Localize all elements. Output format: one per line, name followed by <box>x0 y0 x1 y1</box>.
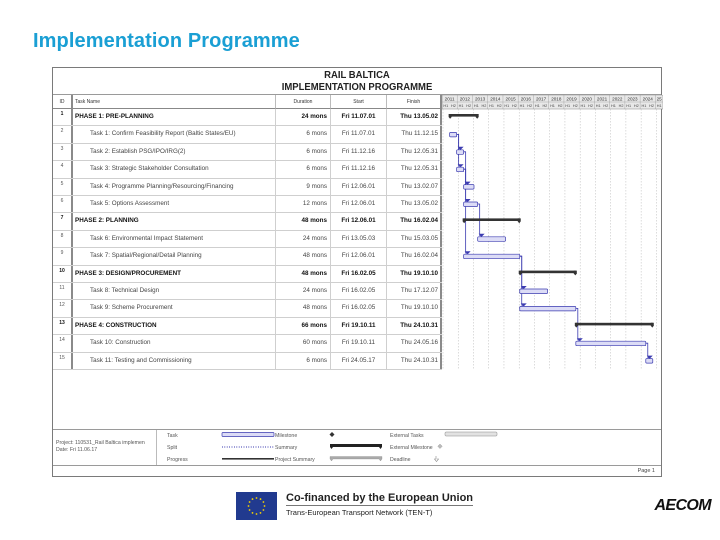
task-name: PHASE 3: DESIGN/PROCUREMENT <box>73 266 276 282</box>
half-year-label: H1 <box>656 104 662 108</box>
task-bar-icon <box>222 433 274 437</box>
task-start: Fri 16.02.05 <box>331 283 387 299</box>
task-bar <box>520 289 548 294</box>
task-row[interactable] <box>53 300 442 317</box>
half-year-label: H2 <box>557 104 563 108</box>
half-year-label: H2 <box>603 104 609 108</box>
task-finish: Thu 17.12.07 <box>387 283 442 299</box>
task-name: Task 1: Confirm Feasibility Report (Baltic States/EU) <box>73 126 276 142</box>
task-finish: Thu 15.03.05 <box>387 231 442 247</box>
slide-title: Implementation Programme <box>33 30 300 52</box>
task-name: Task 3: Strategic Stakeholder Consultation <box>73 161 276 177</box>
legend-label: Deadline <box>390 457 411 463</box>
half-year-label: H2 <box>481 104 487 108</box>
task-id: 4 <box>53 161 73 177</box>
task-id: 15 <box>53 353 73 369</box>
task-row[interactable] <box>53 161 442 178</box>
legend-symbols <box>157 430 662 467</box>
project-title: RAIL BALTICA <box>324 70 390 81</box>
task-row[interactable] <box>53 179 442 196</box>
summary-bar <box>464 218 520 221</box>
task-name: Task 7: Spatial/Regional/Detail Planning <box>73 248 276 264</box>
eu-star <box>263 501 265 503</box>
task-id: 6 <box>53 196 73 212</box>
task-start: Fri 19.10.11 <box>331 318 387 334</box>
task-finish: Thu 19.10.10 <box>387 300 442 316</box>
task-name: Task 5: Options Assessment <box>73 196 276 212</box>
task-bar <box>450 132 457 137</box>
task-duration: 48 mons <box>276 300 331 316</box>
task-start: Fri 16.02.05 <box>331 300 387 316</box>
legend-label: Task <box>167 433 178 439</box>
summary-start-cap <box>463 218 466 223</box>
half-year-label: H2 <box>633 104 639 108</box>
footer-bar <box>236 492 716 522</box>
task-name: Task 2: Establish PSG/IPO/IRG(2) <box>73 144 276 160</box>
eu-star <box>252 512 254 514</box>
task-start: Fri 11.07.01 <box>331 109 387 125</box>
task-bar <box>457 167 464 172</box>
eu-star <box>249 509 251 511</box>
eu-star <box>263 509 265 511</box>
legend-label: Project Summary <box>275 457 315 463</box>
task-finish: Thu 16.02.04 <box>387 213 442 229</box>
summary-end-cap <box>476 114 479 119</box>
eu-stars-icon <box>236 492 277 520</box>
summary-bar <box>450 114 478 117</box>
summary-row[interactable] <box>53 266 442 283</box>
legend-label: Milestone <box>275 433 298 439</box>
summary-end-cap <box>574 271 577 276</box>
half-year-label: H1 <box>611 104 616 108</box>
half-year-label: H1 <box>641 104 647 108</box>
half-year-label: H1 <box>626 104 632 108</box>
task-row[interactable] <box>53 353 442 370</box>
gantt-canvas <box>442 95 663 370</box>
task-finish: Thu 13.05.02 <box>387 109 442 125</box>
year-label: 2013 <box>474 96 486 102</box>
task-finish: Thu 19.10.10 <box>387 266 442 282</box>
task-finish: Thu 13.05.02 <box>387 196 442 212</box>
external-task-bar-icon <box>445 432 497 436</box>
half-year-label: H2 <box>451 104 456 108</box>
project-subtitle: IMPLEMENTATION PROGRAMME <box>281 82 433 93</box>
task-id: 8 <box>53 231 73 247</box>
task-id: 10 <box>53 266 73 282</box>
year-label: 2012 <box>459 96 470 102</box>
gantt-printout <box>52 67 662 477</box>
column-header-finish[interactable]: Finish <box>387 95 442 109</box>
task-start: Fri 12.06.01 <box>331 213 387 229</box>
half-year-label: H2 <box>618 104 624 108</box>
year-label: 2018 <box>551 96 562 102</box>
summary-row[interactable] <box>53 318 442 335</box>
task-bar <box>520 306 576 311</box>
task-row[interactable] <box>53 126 442 143</box>
legend-label: External Milestone <box>390 445 433 451</box>
task-name: Task 11: Testing and Commissioning <box>73 353 276 369</box>
task-bar <box>464 185 474 190</box>
external-milestone-icon <box>438 444 443 449</box>
eu-star <box>264 505 266 507</box>
half-year-label: H2 <box>649 104 654 108</box>
task-duration: 60 mons <box>276 335 331 351</box>
task-duration: 48 mons <box>276 213 331 229</box>
year-label: 2020 <box>581 96 592 102</box>
year-label: 2014 <box>490 96 501 102</box>
task-row[interactable] <box>53 144 442 161</box>
task-id: 3 <box>53 144 73 160</box>
eu-star <box>260 512 262 514</box>
ten-t-text: Trans-European Transport Network (TEN-T) <box>286 508 433 517</box>
task-bar <box>646 359 653 364</box>
deadline-arrow-icon <box>435 456 439 462</box>
task-name: PHASE 2: PLANNING <box>73 213 276 229</box>
legend <box>53 429 661 466</box>
task-id: 2 <box>53 126 73 142</box>
task-name: PHASE 1: PRE-PLANNING <box>73 109 276 125</box>
half-year-label: H2 <box>527 104 533 108</box>
task-duration: 12 mons <box>276 196 331 212</box>
summary-start-cap <box>449 114 452 119</box>
task-finish: Thu 16.02.04 <box>387 248 442 264</box>
legend-label: Progress <box>167 457 188 463</box>
dependency-link <box>646 343 648 357</box>
half-year-label: H1 <box>443 104 449 108</box>
task-finish: Thu 24.05.16 <box>387 335 442 351</box>
project-title-block <box>53 68 661 95</box>
task-start: Fri 19.10.11 <box>331 335 387 351</box>
summary-end-cap <box>518 218 521 223</box>
task-name: Task 4: Programme Planning/Resourcing/Financing <box>73 179 276 195</box>
half-year-label: H2 <box>466 104 472 108</box>
task-name: PHASE 4: CONSTRUCTION <box>73 318 276 334</box>
summary-row[interactable] <box>53 109 442 126</box>
task-id: 11 <box>53 283 73 299</box>
half-year-label: H1 <box>565 104 571 108</box>
year-label: 2016 <box>520 96 531 102</box>
task-duration: 48 mons <box>276 266 331 282</box>
project-summary-bar-icon <box>330 457 382 462</box>
task-start: Fri 24.05.17 <box>331 353 387 369</box>
task-duration: 66 mons <box>276 318 331 334</box>
task-row[interactable] <box>53 196 442 213</box>
task-id: 5 <box>53 179 73 195</box>
task-finish: Thu 13.02.07 <box>387 179 442 195</box>
half-year-label: H1 <box>519 104 525 108</box>
task-finish: Thu 12.05.31 <box>387 144 442 160</box>
eu-star <box>248 505 250 507</box>
eu-star <box>256 497 258 499</box>
task-finish: Thu 24.10.31 <box>387 318 442 334</box>
summary-bar-icon <box>330 444 382 449</box>
half-year-label: H1 <box>580 104 586 108</box>
gantt-chart <box>442 95 663 370</box>
page-number: Page 1 <box>637 468 655 474</box>
task-bar <box>576 341 646 346</box>
year-label: 2022 <box>612 96 623 102</box>
task-bar <box>464 202 478 207</box>
column-header-duration[interactable]: Duration <box>276 95 331 109</box>
task-id: 9 <box>53 248 73 264</box>
task-bar <box>478 237 506 242</box>
legend-label: External Tasks <box>390 433 424 439</box>
task-duration: 24 mons <box>276 283 331 299</box>
task-start: Fri 16.02.05 <box>331 266 387 282</box>
half-year-label: H1 <box>489 104 494 108</box>
half-year-label: H2 <box>496 104 502 108</box>
legend-project-info <box>53 430 157 465</box>
legend-project-name: Project: 110531_Rail Baltica implemen <box>56 440 145 446</box>
task-duration: 6 mons <box>276 161 331 177</box>
half-year-label: H1 <box>534 104 540 108</box>
progress-line-icon <box>222 458 274 460</box>
year-label: 2019 <box>566 96 577 102</box>
task-start: Fri 13.05.03 <box>331 231 387 247</box>
task-bar <box>464 254 520 259</box>
task-name: Task 10: Construction <box>73 335 276 351</box>
task-name: Task 9: Scheme Procurement <box>73 300 276 316</box>
half-year-label: H1 <box>504 104 510 108</box>
task-start: Fri 11.12.16 <box>331 161 387 177</box>
task-bar <box>457 150 464 155</box>
task-start: Fri 12.06.01 <box>331 196 387 212</box>
year-label: 2023 <box>627 96 638 102</box>
task-start: Fri 12.06.01 <box>331 179 387 195</box>
column-header-start[interactable]: Start <box>331 95 387 109</box>
task-duration: 9 mons <box>276 179 331 195</box>
eu-star <box>252 498 254 500</box>
summary-bar <box>520 271 576 274</box>
task-start: Fri 11.07.01 <box>331 126 387 142</box>
task-duration: 6 mons <box>276 353 331 369</box>
task-row[interactable] <box>53 335 442 352</box>
task-duration: 24 mons <box>276 231 331 247</box>
year-label: 2011 <box>444 96 455 102</box>
milestone-diamond-icon <box>330 432 335 437</box>
eu-star <box>260 498 262 500</box>
task-id: 12 <box>53 300 73 316</box>
half-year-label: H1 <box>473 104 479 108</box>
summary-row[interactable] <box>53 213 442 230</box>
summary-bar <box>576 323 653 326</box>
half-year-label: H1 <box>550 104 555 108</box>
half-year-label: H2 <box>542 104 548 108</box>
dependency-link <box>520 256 522 305</box>
year-label: 2021 <box>596 96 608 102</box>
task-id: 13 <box>53 318 73 334</box>
year-label: 25 <box>656 96 662 102</box>
half-year-label: H1 <box>595 104 601 108</box>
column-header-id[interactable]: ID <box>53 95 73 109</box>
task-finish: Thu 12.05.31 <box>387 161 442 177</box>
task-finish: Thu 11.12.15 <box>387 126 442 142</box>
task-duration: 6 mons <box>276 126 331 142</box>
task-grid <box>53 95 661 370</box>
legend-label: Split <box>167 445 178 451</box>
half-year-label: H1 <box>458 104 464 108</box>
task-start: Fri 11.12.16 <box>331 144 387 160</box>
task-duration: 48 mons <box>276 248 331 264</box>
legend-date: Date: Fri 11.06.17 <box>56 447 98 453</box>
aecom-logo: AECOM <box>654 497 711 514</box>
eu-star <box>249 501 251 503</box>
task-duration: 24 mons <box>276 109 331 125</box>
task-id: 14 <box>53 335 73 351</box>
task-name: Task 8: Technical Design <box>73 283 276 299</box>
task-id: 7 <box>53 213 73 229</box>
eu-star <box>256 513 258 515</box>
half-year-label: H2 <box>588 104 594 108</box>
eu-cofinanced-text: Co-financed by the European Union <box>286 492 474 504</box>
task-row[interactable] <box>53 248 442 265</box>
task-id: 1 <box>53 109 73 125</box>
column-header-task-name[interactable]: Task Name <box>73 95 276 109</box>
summary-start-cap <box>575 323 578 328</box>
task-duration: 6 mons <box>276 144 331 160</box>
half-year-label: H2 <box>572 104 578 108</box>
task-finish: Thu 24.10.31 <box>387 353 442 369</box>
year-label: 2015 <box>505 96 516 102</box>
eu-flag-logo <box>236 492 277 520</box>
task-name: Task 6: Environmental Impact Statement <box>73 231 276 247</box>
task-row[interactable] <box>53 283 442 300</box>
year-label: 2017 <box>535 96 547 102</box>
half-year-label: H2 <box>511 104 517 108</box>
task-row[interactable] <box>53 231 442 248</box>
year-label: 2024 <box>642 96 653 102</box>
task-start: Fri 12.06.01 <box>331 248 387 264</box>
summary-end-cap <box>651 323 654 328</box>
legend-label: Summary <box>275 445 298 451</box>
